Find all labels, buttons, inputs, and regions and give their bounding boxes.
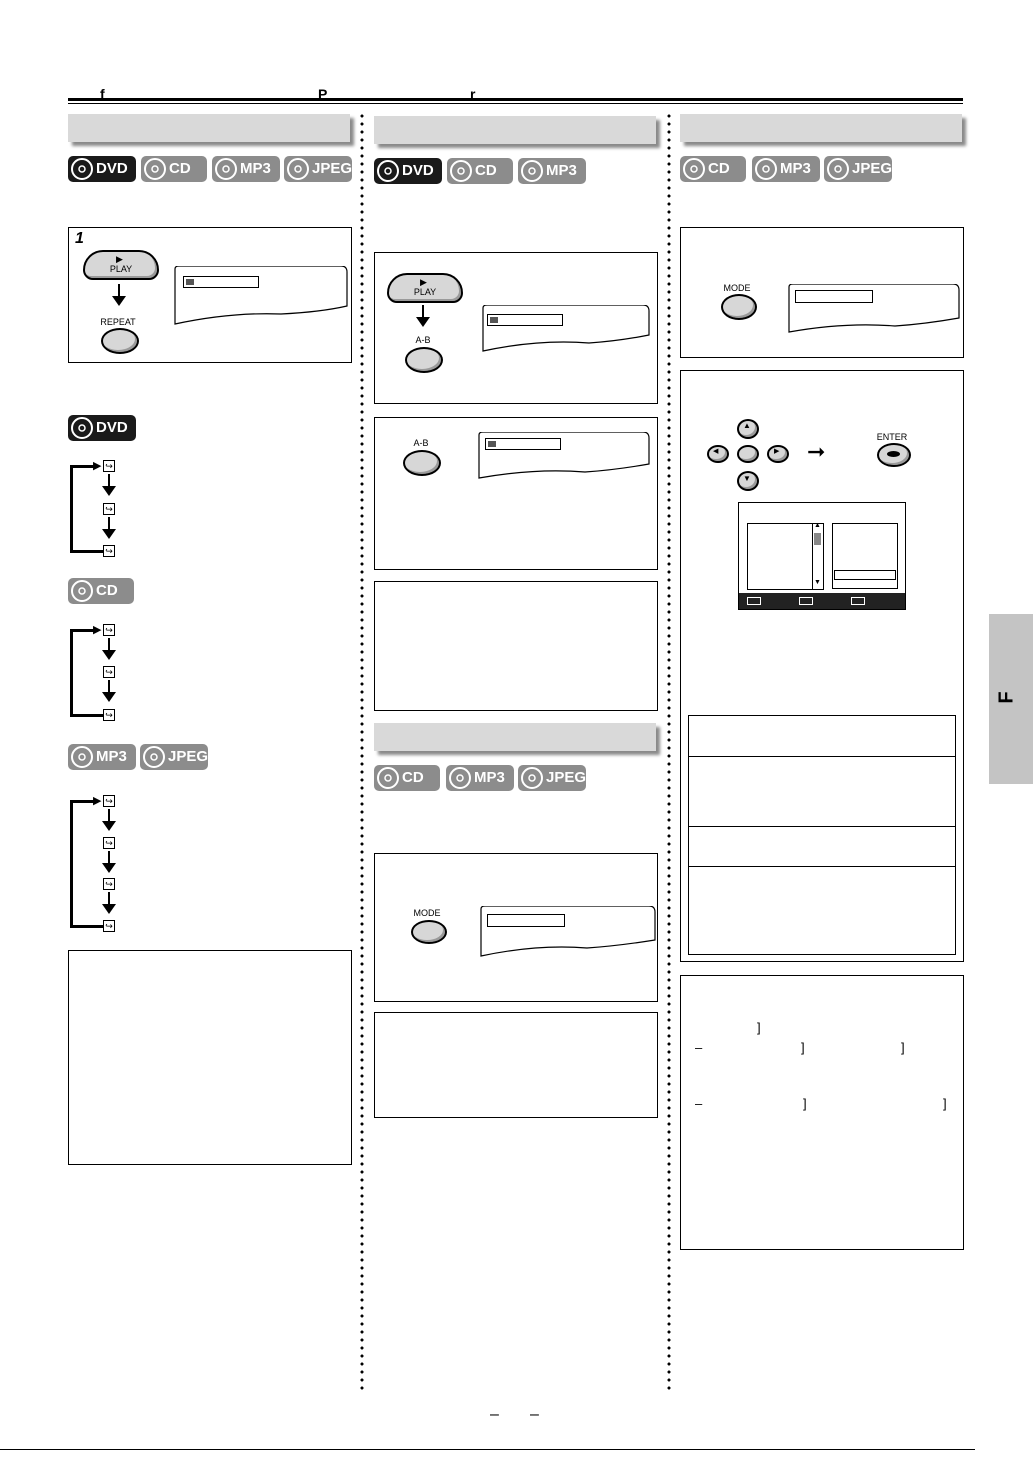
column-divider [360,112,364,1392]
badge-label: DVD [402,162,434,179]
ab-button[interactable] [405,347,443,373]
disc-icon [682,157,706,181]
disc-icon [70,745,94,769]
badge-label: JPEG [852,160,893,177]
program-slot[interactable] [834,570,896,580]
dash-mark: – [695,1040,703,1055]
disc-icon [754,157,778,181]
cd-badge [68,578,134,604]
cd-badge [680,156,746,182]
repeat-icon: ↪ [103,503,115,515]
column-divider [667,112,671,1392]
display-field [183,276,259,288]
repeat-icon: ↪ [103,878,115,890]
table-divider [689,756,955,757]
mp3-badge [446,765,514,791]
badge-label: CD [708,160,730,177]
repeat-icon: ↪ [103,920,115,932]
disc-icon [286,157,310,181]
down-arrow-icon [102,904,116,914]
header-fragment: r [470,86,476,102]
jpeg-badge [824,156,892,182]
play-button[interactable] [387,273,463,303]
disc-icon [142,745,166,769]
page-number-dash: – [530,1406,539,1423]
down-arrow-icon [102,692,116,702]
down-arrow-icon [102,863,116,873]
right-arrow-icon: ➞ [807,439,826,464]
down-arrow-icon [112,296,126,306]
table-divider [689,826,955,827]
step-box [374,252,658,404]
scrollbar[interactable]: ▲ ▼ [812,523,824,590]
down-arrow-icon [102,529,116,539]
badge-label: CD [402,769,424,786]
jpeg-badge [284,156,352,182]
disc-icon [448,766,472,790]
ab-button[interactable] [403,450,441,476]
cd-badge [447,158,513,184]
dvd-badge [374,158,442,184]
bracket-mark: ] [803,1096,807,1111]
badge-label: CD [169,160,191,177]
badge-label: MP3 [780,160,811,177]
repeat-icon: ↪ [103,709,115,721]
disc-icon [70,157,94,181]
badge-label: CD [96,582,118,599]
repeat-icon: ↪ [103,545,115,557]
disc-icon [449,159,473,183]
right-arrow-icon: ▶ [93,460,102,472]
bracket-mark: ] [757,1020,761,1035]
enter-button[interactable] [877,443,911,467]
note-box [680,975,964,1250]
down-arrow-icon [102,650,116,660]
mp3-badge [752,156,820,182]
mp3-badge [518,158,586,184]
screen-footer-bar [739,593,905,609]
note-box [68,950,352,1165]
footer-rule [0,1449,975,1450]
disc-icon [376,766,400,790]
step-box [68,227,352,363]
badge-label: JPEG [546,769,587,786]
mode-button[interactable] [411,920,447,944]
bracket-mark: ] [901,1040,905,1055]
right-arrow-icon: ▶ [93,624,102,636]
badge-label: MP3 [546,162,577,179]
display-field [795,290,873,303]
play-label: PLAY [109,264,133,274]
info-table [688,715,956,955]
note-box [374,581,658,711]
loop-line [70,925,103,928]
up-button[interactable]: ▲ [737,419,759,439]
step-box [680,227,964,358]
repeat-icon: ↪ [103,460,115,472]
step-box [374,853,658,1002]
disc-icon [376,159,400,183]
play-icon: ▶ [116,254,123,264]
mp3-badge [212,156,280,182]
left-button[interactable]: ◀ [707,445,729,463]
badge-label: JPEG [312,160,353,177]
down-arrow-icon [102,821,116,831]
program-screen [738,502,906,610]
disc-icon [214,157,238,181]
display-field [485,438,561,450]
dvd-badge [68,415,136,441]
header-fragment: f [100,86,105,102]
section-header-program [680,114,962,142]
section-header-random [374,723,656,751]
badge-label: CD [475,162,497,179]
disc-icon [826,157,850,181]
mode-label: MODE [413,908,441,918]
disc-icon [70,579,94,603]
play-button[interactable] [83,250,159,280]
ab-label: A-B [415,335,431,345]
down-arrow-icon [102,486,116,496]
ab-label: A-B [413,438,429,448]
track-list [747,523,814,590]
note-box [374,1012,658,1118]
badge-label: MP3 [474,769,505,786]
play-label: PLAY [413,287,437,297]
cd-badge [374,765,440,791]
header-fragment: P [318,86,328,102]
enter-label: ENTER [876,432,908,442]
badge-label: DVD [96,419,128,436]
right-button[interactable]: ▶ [767,445,789,463]
disc-icon [520,159,544,183]
header-rule-thin [68,103,963,104]
mode-button[interactable] [721,294,757,320]
dash-mark: – [695,1096,703,1111]
disc-icon [70,416,94,440]
disc-icon [520,766,544,790]
arrow-stem [118,284,120,296]
side-tab-letter: F [995,691,1018,704]
loop-line [70,800,73,928]
loop-line [70,465,73,553]
badge-label: MP3 [240,160,271,177]
repeat-icon: ↪ [103,666,115,678]
header-rule [68,98,963,101]
table-divider [689,866,955,867]
repeat-icon: ↪ [103,837,115,849]
display-screen [479,305,651,353]
repeat-icon: ↪ [103,795,115,807]
bracket-mark: ] [801,1040,805,1055]
bracket-mark: ] [943,1096,947,1111]
dvd-badge [68,156,136,182]
repeat-label: REPEAT [100,317,136,327]
jpeg-badge [140,744,208,770]
loop-line [70,714,103,717]
step-box [680,370,964,962]
repeat-icon: ↪ [103,624,115,636]
center-button[interactable] [737,445,759,463]
step-number: 1 [75,230,84,247]
step-box [374,417,658,570]
down-button[interactable]: ▼ [737,471,759,491]
display-field [487,314,563,326]
badge-label: JPEG [168,748,209,765]
jpeg-badge [518,765,586,791]
disc-icon [143,157,167,181]
loop-line [70,629,73,717]
mp3-badge [68,744,136,770]
display-field [487,914,565,927]
loop-line [70,550,103,553]
page-number-dash: – [490,1406,499,1423]
section-header-ab-repeat [374,116,656,144]
play-icon: ▶ [420,277,427,287]
cd-badge [141,156,207,182]
mode-label: MODE [723,283,751,293]
badge-label: MP3 [96,748,127,765]
right-arrow-icon: ▶ [93,795,102,807]
badge-label: DVD [96,160,128,177]
repeat-button[interactable] [101,328,139,354]
language-side-tab [989,614,1033,784]
down-arrow-icon [416,317,430,327]
section-header-repeat [68,114,350,142]
